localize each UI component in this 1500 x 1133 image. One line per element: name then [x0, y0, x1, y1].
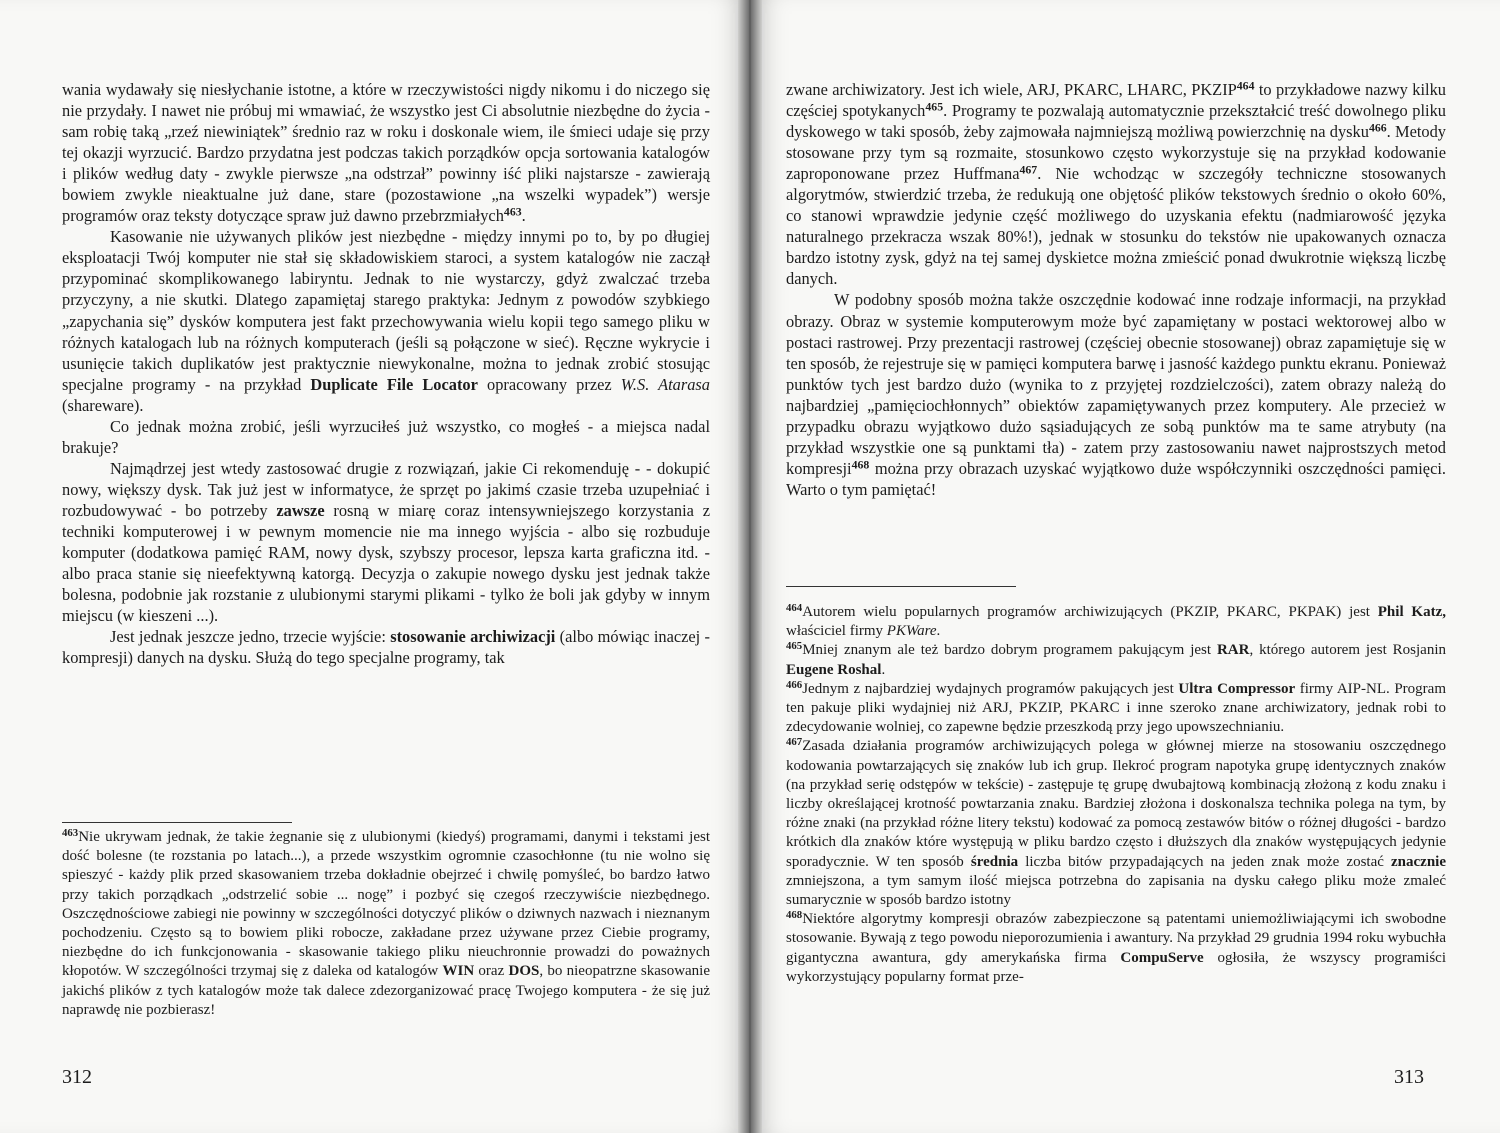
text-run: Duplicate File Locator — [310, 374, 478, 394]
text-run: Co jednak można zrobić, jeśli wyrzuciłeś już wszystko, co mogłeś - a miejsca nadal brakuje? — [62, 416, 710, 457]
right-page-number: 313 — [1394, 1066, 1424, 1088]
footnote-marker: 468 — [851, 457, 870, 472]
right-footnote-5 — [786, 910, 1446, 987]
footnote-marker: 465 — [925, 99, 944, 114]
right-footnote-4 — [786, 737, 1446, 910]
text-run: zawsze — [276, 500, 325, 520]
left-paragraph-4 — [62, 458, 710, 626]
text-run: firmy AIP-NL. Program ten pakuje pliki wydajniej niż ARJ, PKZIP, PKARC i inne szeroko znane archiwizatory, jednak robi to zdecydowanie wolniej, co zapewne będzie przeszkodą przy jego upowszechnianiu. — [786, 680, 1447, 736]
text-run: . Programy te pozwalają automatycznie przekształcić treść dowolnego pliku dyskowego w taki sposób, żeby zajmowała najmniejszą możliwą powierzchnię na dysku — [786, 101, 1446, 142]
right-footnotes — [786, 603, 1446, 987]
footnote-marker: 468 — [786, 909, 803, 922]
right-paragraph-2 — [786, 289, 1446, 499]
text-run: zmniejszona, a tym samym ilość miejsca potrzebna do zapisania na dysku całego pliku może zmaleć sumarycznie w sposób bardzo istotny — [786, 872, 1446, 909]
text-run: . — [521, 206, 526, 226]
text-run: Phil Katz, — [1377, 604, 1446, 620]
left-paragraph-5 — [62, 626, 710, 668]
footnote-marker: 466 — [1368, 120, 1387, 135]
left-paragraph-3 — [62, 416, 710, 458]
footnote-marker: 463 — [62, 827, 79, 840]
right-footnote-separator — [786, 586, 1016, 587]
left-paragraph-2 — [62, 226, 710, 415]
text-run: . — [936, 623, 941, 640]
text-run: właściciel firmy — [786, 623, 887, 640]
text-run: średnia — [970, 853, 1019, 870]
left-footnote-1 — [62, 828, 710, 1020]
text-run: Zasada działania programów archiwizujących polega w głównej mierze na stosowaniu oszczędnego kodowania powtarzających się znaków lub ich grup. Ilekroć program napotyka grupę identycznych znaków (na przykład serię odstępów w tekście) - zastępuje tę grupę dwubajtową kombinacją złożoną z kodu znaku i liczby określającej krotność powtarzania znaku. Bardziej złożona i doskonalsza technika polega na tym, by różne znaki (na przykład różne litery tekstu) kodować za pomocą zestawów bitów o różnej długości - bardzo krótkich dla znaków które występują w pliku bardzo często i dłuższych dla znaków występujących jedynie sporadycznie. W ten sposób — [786, 738, 1446, 870]
text-run: Mniej znanym ale też bardzo dobrym programem pakującym jest — [802, 642, 1217, 659]
text-run: . Nie wchodząc w szczegóły techniczne stosowanych algorytmów, stwierdzić trzeba, że redukują one objętość plików tekstowych średnio o około 60%, co stanowi wprawdzie jedynie część możliwego do uzyskania efektu (nadmiarowość języka naturalnego przekracza wszak 80%!), jednak w stosunku do tekstów nie upakowanych oznacza bardzo istotny zysk, gdyż na tej samej dyskietce można zmieścić ponad dwukrotnie większą liczbę danych. — [786, 164, 1446, 289]
footnote-marker: 464 — [1236, 78, 1255, 93]
left-page-number: 312 — [62, 1066, 92, 1088]
text-run: zwane archiwizatory. Jest ich wiele, ARJ, PKARC, LHARC, PKZIP — [786, 80, 1237, 99]
text-run: Nie ukrywam jednak, że takie żegnanie się z ulubionymi (kiedyś) programami, danymi i tekstami jest dość bolesne (te rozstania po latach...), a przede wszystkim ogromnie czasochłonne (tu nie wolno się spieszyć - każdy plik przed skasowaniem trzeba dokładnie obejrzeć i chwilę pomyśleć, bo bardzo łatwo przy takich porządkach „odstrzelić sobie ... nogę” i pozbyć się czegoś rzeczywiście niezbędnego. Oszczędnościowe zabiegi nie powinny w szczególności dotyczyć plików o dziwnych nazwach i nieznanym pochodzeniu. Często są to bowiem pliki robocze, zakładane przez używane przez Ciebie programy, niezbędne do ich funkcjonowania - skasowanie takiego pliku nieuchronnie prowadzi do poważnych kłopotów. W szczególności trzymaj się z daleka od katalogów — [62, 829, 710, 980]
right-footnote-2 — [786, 641, 1446, 679]
left-body-text — [62, 79, 710, 668]
text-run: Kasowanie nie używanych plików jest niezbędne - między innymi po to, by po długiej eksploatacji Twój komputer nie stał się składowiskiem staroci, a system katalogów nie zaczął przypominać skomplikowanego labiryntu. Jednak to nie wystarczy, gdyż zwalczać trzeba przyczyny, a nie skutki. Dlatego zapamiętaj starego praktyka: Jednym z powodów szybkiego „zapychania się” dysków komputera jest fakt przechowywania wielu kopii tego samego pliku w różnych katalogach lub na różnych komputerach (jeśli są połączone w sieć). Ręczne wykrycie i usunięcie takich duplikatów jest praktycznie niewykonalne, można to jednak zrobić stosując specjalne programy - na przykład — [62, 227, 710, 394]
left-page — [0, 0, 748, 1133]
text-run: WIN — [442, 963, 475, 980]
text-run: liczba bitów przypadających na jeden znak może zostać — [1018, 853, 1392, 870]
footnote-marker: 464 — [786, 602, 803, 615]
footnote-marker: 467 — [786, 736, 803, 749]
text-run: Jest jednak jeszcze jedno, trzecie wyjście: — [110, 627, 391, 647]
text-run: Najmądrzej jest wtedy zastosować drugie z rozwiązań, jakie Ci rekomenduję - - dokupić nowy, większy dysk. Tak już jest w informatyce, że sprzęt po jakimś czasie trzeba uzupełniać i rozbudowywać - bo potrzeby — [62, 458, 710, 520]
text-run: Niektóre algorytmy kompresji obrazów zabezpieczone są patentami uniemożliwiającymi ich swobodne stosowanie. Bywają z tego powodu nieporozumienia i awantury. Na przykład 29 grudnia 1994 roku wybuchła gigantyczna awantura, gdy amerykańska firma — [786, 911, 1446, 966]
footnote-marker: 466 — [786, 678, 803, 691]
right-body-text — [786, 79, 1446, 500]
right-footnote-3 — [786, 680, 1446, 738]
text-run: . Metody stosowane przy tym są rozmaite, stosunkowo często wykorzystuje się na przykład kodowanie zaproponowane przez Huffmana — [786, 122, 1446, 184]
text-run: Jednym z najbardziej wydajnych programów pakujących jest — [802, 680, 1179, 697]
text-run: CompuServe — [1120, 949, 1204, 966]
footnote-marker: 467 — [1019, 162, 1038, 177]
text-run: , którego autorem jest Rosjanin — [1249, 642, 1447, 659]
text-run: . — [881, 661, 886, 678]
book-spine-gutter — [738, 0, 762, 1133]
left-footnote-separator — [62, 822, 292, 823]
text-run: znacznie — [1391, 853, 1446, 870]
text-run: ogłosiła, że wszyscy programiści wykorzystujący popularny format prze- — [786, 949, 1446, 985]
text-run: DOS — [508, 963, 540, 980]
text-run: (albo mówiąc inaczej - kompresji) danych na dysku. Służą do tego specjalne programy, tak — [62, 627, 710, 668]
footnote-marker: 463 — [503, 204, 522, 219]
text-run: W podobny sposób można także oszczędnie kodować inne rodzaje informacji, na przykład obrazy. Obraz w systemie komputerowym może być zapamiętany w postaci wektorowej albo w postaci rastrowej. Przy prezentacji rastrowej (częściej obecnie stosowanej) obraz zapamiętuje się w ten sposób, że rejestruje się w pamięci komputera barwę i jasność każdego punktu ekranu. Ponieważ punktów tych jest bardzo dużo (wynika to z przyjętej rozdzielczości), zatem obrazy należą do najbardziej „pamięciochłonnych” obiektów zapamiętywanych przez komputery. Ale przecież w przypadku obrazu wyjątkowo dużo sąsiadujących ze sobą punktów ma te same atrybuty (na przykład wszystkie one są punktami tła) - zatem przy zastosowaniu nawet najprostszych metod kompresji — [786, 290, 1446, 478]
text-run: (shareware). — [62, 395, 144, 415]
text-run: , bo nieopatrzne skasowanie jakichś plików z tych katalogów może tak dalece zdezorganizować pracę Twojego komputera - że się już naprawdę nie pozbierasz! — [62, 963, 711, 1018]
text-run: PKWare — [886, 623, 937, 640]
right-page — [752, 0, 1500, 1133]
text-run: stosowanie archiwizacji — [390, 627, 556, 647]
left-paragraph-1 — [62, 79, 710, 226]
text-run: wania wydawały się niesłychanie istotne, a które w rzeczywistości nigdy nikomu i do niczego się nie przydały. I nawet nie próbuj mi wmawiać, że wszystko jest Ci absolutnie niezbędne do życia - sam robię taką „rzeź niewiniątek” średnio raz w roku i doskonale wiem, ile śmieci udaje się przy tej okazji wyrzucić. Bardzo przydatna jest podczas takich porządków opcja sortowania katalogów i plików według daty - zwykle pierwsze „na odstrzał” powinny iść pliki najstarsze - zawierają bowiem zwykle nieaktualne już dane, stare (pozostawione „na wszelki wypadek”) wersje programów oraz teksty dotyczące spraw już dawno przebrzmiałych — [62, 80, 710, 226]
right-paragraph-1 — [786, 79, 1446, 289]
text-run: RAR — [1216, 642, 1250, 659]
left-footnotes — [62, 828, 710, 1020]
text-run: to przykładowe nazwy kilku częściej spotykanych — [786, 80, 1446, 121]
text-run: rosną w miarę coraz intensywniejszego korzystania z techniki komputerowej i w pewnym momencie nie ma innego wyjścia - albo się rozbuduje komputer (dodatkowa pamięć RAM, nowy dysk, szybszy procesor, lepsza karta graficzna itd. - albo praca stanie się nieefektywną katorgą. Decyzja o zakupie nowego dysku jest jednak także bolesna, podobnie jak rozstanie z ulubionymi starymi plikami - tylko że boli jak gdyby w innym miejscu (w kieszeni ...). — [62, 500, 710, 626]
right-footnote-1 — [786, 603, 1446, 641]
text-run: W.S. Atarasa — [620, 374, 710, 394]
text-run: Autorem wielu popularnych programów archiwizujących (PKZIP, PKARC, PKPAK) jest — [802, 604, 1378, 620]
text-run: można przy obrazach uzyskać wyjątkowo duże współczynniki oszczędności pamięci. Warto o tym pamiętać! — [786, 458, 1446, 499]
text-run: opracowany przez — [477, 374, 621, 394]
text-run: oraz — [474, 963, 509, 980]
text-run: Eugene Roshal — [786, 661, 882, 678]
text-run: Ultra Compressor — [1178, 680, 1296, 697]
footnote-marker: 465 — [786, 640, 803, 653]
